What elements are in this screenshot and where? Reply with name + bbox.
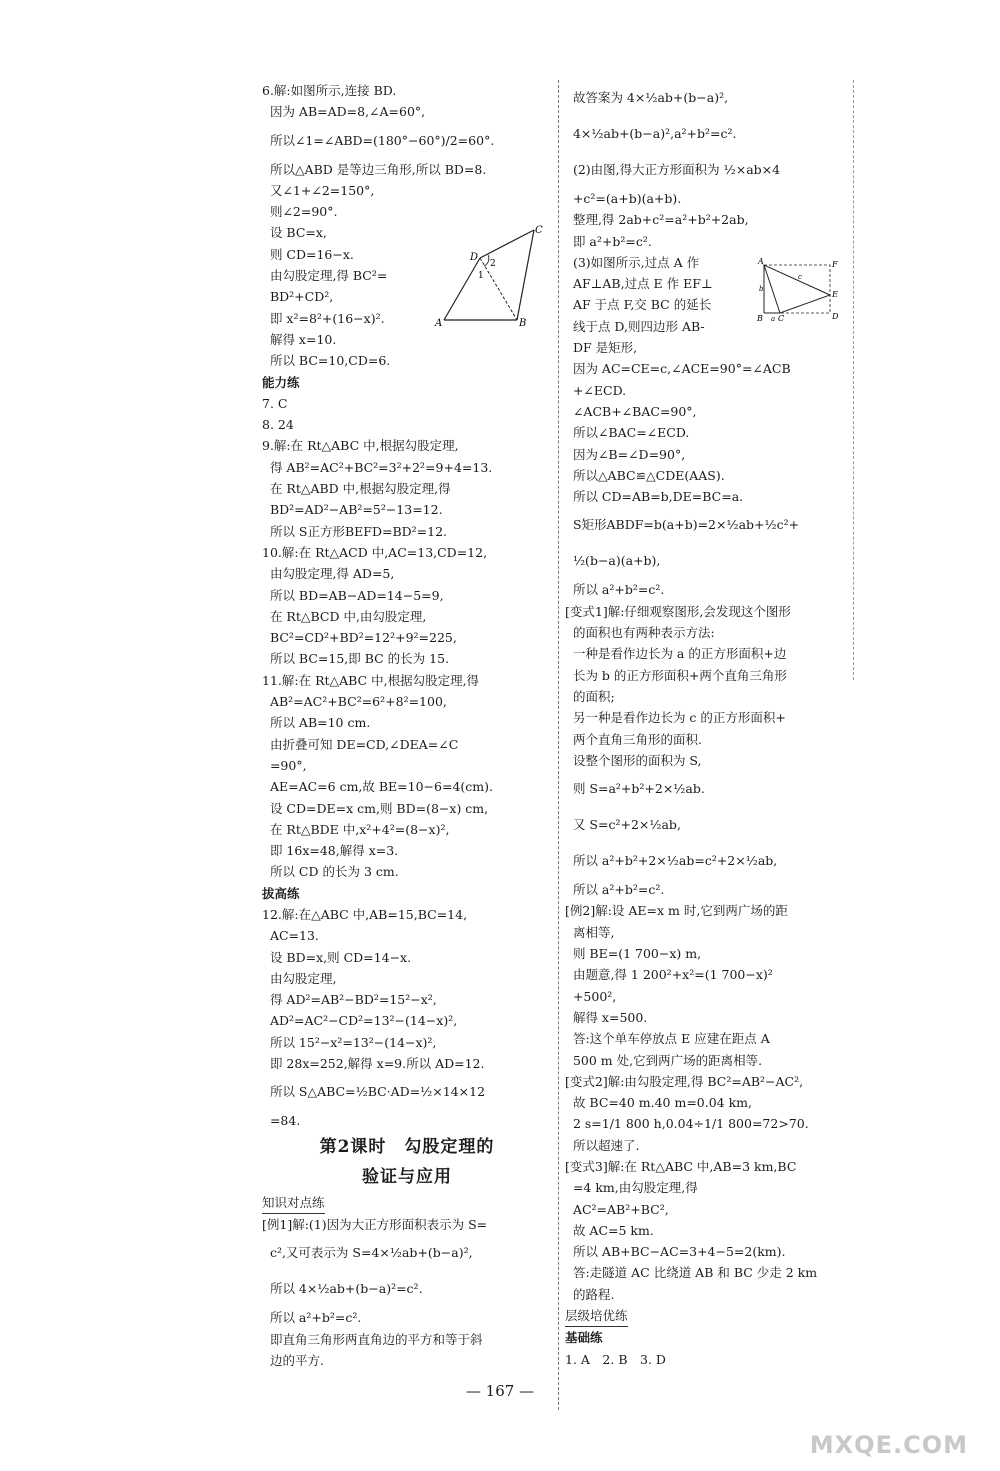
text-line: 能力练 <box>262 374 300 390</box>
angle-arc <box>484 255 489 266</box>
text-line: 9.解:在 Rt△ABC 中,根据勾股定理, <box>262 438 459 454</box>
text-line: =90°, <box>262 757 307 773</box>
text-line: 11.解:在 Rt△ABC 中,根据勾股定理,得 <box>262 672 480 688</box>
text-line: AE=AC=6 cm,故 BE=10−6=4(cm). <box>262 779 493 795</box>
section-heading: 层级培优练 <box>565 1305 628 1327</box>
text-line: =4 km,由勾股定理,得 <box>565 1180 698 1196</box>
text-line: 设整个图形的面积为 S, <box>565 752 702 768</box>
text-line: 即 28x=252,解得 x=9.所以 AD=12. <box>262 1056 485 1072</box>
fig1-label-angle1: 1 <box>478 271 484 281</box>
text-line: 又 S=c²+2×½ab, <box>565 817 681 833</box>
text-line: 由勾股定理,得 AD=5, <box>262 566 395 582</box>
text-line: 离相等, <box>565 924 615 940</box>
fig1-label-c: C <box>535 225 543 236</box>
text-line: (2)由图,得大正方形面积为 ½×ab×4 <box>565 162 781 177</box>
fig2-label-b: B <box>757 314 763 323</box>
text-line: 故 AC=5 km. <box>565 1222 654 1238</box>
text-line: =84. <box>262 1113 301 1129</box>
text-line: AF 于点 F,交 BC 的延长 <box>565 297 712 313</box>
text-line: ∠ACB+∠BAC=90°, <box>565 403 697 419</box>
triangle-ace <box>764 265 830 313</box>
text-line: 设 CD=DE=x cm,则 BD=(8−x) cm, <box>262 800 489 816</box>
column-divider <box>558 80 559 1410</box>
text-line: 7. C <box>262 395 288 411</box>
text-line: 即直角三角形两直角边的平方和等于斜 <box>262 1331 483 1347</box>
diagonal-bd <box>480 258 517 320</box>
text-line: 则 BE=(1 700−x) m, <box>565 946 702 962</box>
text-line: 所以超速了. <box>565 1137 640 1153</box>
text-line: 由折叠可知 DE=CD,∠DEA=∠C <box>262 736 459 752</box>
rect-abdf <box>764 265 830 313</box>
text-line: 所以∠1=∠ABD=(180°−60°)/2=60°. <box>262 132 495 148</box>
text-line: 答:走隧道 AC 比绕道 AB 和 BC 少走 2 km <box>565 1265 818 1281</box>
text-line: 12.解:在△ABC 中,AB=15,BC=14, <box>262 906 468 922</box>
text-line: 又∠1+∠2=150°, <box>262 182 375 198</box>
text-line: 所以 S正方形BEFD=BD²=12. <box>262 523 448 539</box>
text-line: +500², <box>565 988 617 1004</box>
text-line: [变式1]解:仔细观察图形,会发现这个图形 <box>565 603 791 619</box>
fig1-label-angle2: 2 <box>490 259 496 269</box>
text-line: 两个直角三角形的面积. <box>565 731 702 747</box>
text-line: 拔高练 <box>262 885 300 901</box>
text-line: 所以 CD=AB=b,DE=BC=a. <box>565 489 744 505</box>
text-line: 整理,得 2ab+c²=a²+b²+2ab, <box>565 212 749 228</box>
text-line: 所以 a²+b²=c². <box>565 582 665 598</box>
text-line: 所以 BC=15,即 BC 的长为 15. <box>262 651 450 667</box>
text-line: 在 Rt△ABD 中,根据勾股定理,得 <box>262 481 451 497</box>
text-line: 6.解:如图所示,连接 BD. <box>262 83 397 98</box>
text-line: 所以△ABD 是等边三角形,所以 BD=8. <box>262 161 487 177</box>
fig2-label-a-small: a <box>771 315 776 323</box>
text-line: ½(b−a)(a+b), <box>565 553 661 569</box>
text-line: 线于点 D,则四边形 AB- <box>565 318 705 334</box>
watermark-logo: MXQE.COM <box>809 1431 968 1459</box>
text-line: 500 m 处,它到两广场的距离相等. <box>565 1052 763 1068</box>
text-line: 所以 BD=AB−AD=14−5=9, <box>262 587 444 603</box>
text-line: 则 CD=16−x. <box>262 246 354 262</box>
text-line: 的路程. <box>565 1286 615 1302</box>
text-line: 设 BC=x, <box>262 225 327 241</box>
fig2-label-b-small: b <box>759 285 764 293</box>
text-line: 故 BC=40 m.40 m=0.04 km, <box>565 1095 752 1111</box>
text-line: 得 AD²=AB²−BD²=15²−x², <box>262 992 437 1008</box>
text-line: 所以 AB=10 cm. <box>262 715 371 731</box>
lesson-title: 第2课时 勾股定理的 <box>319 1136 495 1157</box>
text-line: 所以∠BAC=∠ECD. <box>565 425 690 441</box>
fig1-label-b: B <box>519 318 527 329</box>
section-heading: 知识对点练 <box>262 1192 325 1214</box>
fig2-label-c-small: c <box>798 273 802 281</box>
text-line: 则 S=a²+b²+2×½ab. <box>565 781 705 797</box>
text-line: 所以 S△ABC=½BC·AD=½×14×12 <box>262 1084 486 1100</box>
text-line: 基础练 <box>565 1330 603 1346</box>
text-line: 由题意,得 1 200²+x²=(1 700−x)² <box>565 967 773 983</box>
text-line: +c²=(a+b)(a+b). <box>565 191 682 206</box>
text-line: 的面积也有两种表示方法: <box>565 625 715 641</box>
text-line: BC²=CD²+BD²=12²+9²=225, <box>262 630 457 646</box>
text-line: 因为∠B=∠D=90°, <box>565 446 686 462</box>
text-line: [例2]解:设 AE=x m 时,它到两广场的距 <box>565 903 788 919</box>
text-line: 所以 a²+b²+2×½ab=c²+2×½ab, <box>565 853 778 869</box>
text-line: 在 Rt△BCD 中,由勾股定理, <box>262 608 427 624</box>
edge-ad <box>444 258 480 320</box>
text-line: S矩形ABDF=b(a+b)=2×½ab+½c²+ <box>565 517 800 533</box>
edge-dc <box>480 230 534 258</box>
text-line: 则∠2=90°. <box>262 204 338 220</box>
text-line: 即 a²+b²=c². <box>565 233 652 249</box>
text-line: 2 s=1/1 800 h,0.04÷1/1 800=72>70. <box>565 1116 809 1132</box>
text-line: 即 16x=48,解得 x=3. <box>262 843 399 859</box>
text-line: AC=13. <box>262 928 319 944</box>
text-line: 因为 AB=AD=8,∠A=60°, <box>262 104 426 120</box>
text-line: 所以 4×½ab+(b−a)²=c². <box>262 1281 423 1297</box>
text-line: 由勾股定理, <box>262 970 337 986</box>
text-line: 在 Rt△BDE 中,x²+4²=(8−x)², <box>262 821 450 837</box>
text-line: c²,又可表示为 S=4×½ab+(b−a)², <box>262 1245 473 1261</box>
text-line: [变式3]解:在 Rt△ABC 中,AB=3 km,BC <box>565 1158 797 1174</box>
text-line: 故答案为 4×½ab+(b−a)², <box>565 90 729 105</box>
text-line: AD²=AC²−CD²=13²−(14−x)², <box>262 1013 458 1029</box>
text-line: 所以 a²+b²=c². <box>262 1310 362 1326</box>
text-line: 1. A 2. B 3. D <box>565 1351 666 1367</box>
text-line: 所以 AB+BC−AC=3+4−5=2(km). <box>565 1244 786 1260</box>
text-line: [变式2]解:由勾股定理,得 BC²=AB²−AC², <box>565 1073 804 1089</box>
right-margin-divider <box>853 80 854 680</box>
text-line: (3)如图所示,过点 A 作 <box>565 254 700 270</box>
text-line: 8. 24 <box>262 417 294 433</box>
fig2-label-d: D <box>832 312 839 321</box>
fig1-label-a: A <box>435 318 443 329</box>
text-line: 因为 AC=CE=c,∠ACE=90°=∠ACB <box>565 361 791 377</box>
text-line: 设 BD=x,则 CD=14−x. <box>262 949 412 965</box>
text-line: 边的平方. <box>262 1352 324 1368</box>
fig2-label-f: F <box>832 260 838 269</box>
text-line: 答:这个单车停放点 E 应建在距点 A <box>565 1031 770 1047</box>
text-line: 所以 CD 的长为 3 cm. <box>262 864 399 880</box>
text-line: BD²=AD²−AB²=5²−13=12. <box>262 502 443 518</box>
text-line: DF 是矩形, <box>565 340 638 356</box>
text-line: [例1]解:(1)因为大正方形面积表示为 S= <box>262 1216 488 1232</box>
fig2-label-c: C <box>778 314 785 323</box>
text-line: 解得 x=10. <box>262 331 337 347</box>
text-line: 即 x²=8²+(16−x)². <box>262 310 385 326</box>
fig1-label-d: D <box>470 252 479 263</box>
text-line: 4×½ab+(b−a)²,a²+b²=c². <box>565 126 737 141</box>
text-line: +∠ECD. <box>565 382 627 398</box>
fig2-label-e: E <box>832 290 838 299</box>
text-line: AC²=AB²+BC², <box>565 1201 669 1217</box>
lesson-subtitle: 验证与应用 <box>362 1166 452 1187</box>
edge-bc <box>517 230 534 320</box>
text-line: BD²+CD², <box>262 289 334 305</box>
text-line: AB²=AC²+BC²=6²+8²=100, <box>262 694 447 710</box>
page-number: — 167 — <box>465 1382 535 1400</box>
text-line: 由勾股定理,得 BC²= <box>262 268 388 284</box>
text-line: 得 AB²=AC²+BC²=3²+2²=9+4=13. <box>262 459 493 475</box>
text-line: 10.解:在 Rt△ACD 中,AC=13,CD=12, <box>262 544 488 560</box>
text-line: 所以 a²+b²=c². <box>565 882 665 898</box>
rectangle-figure <box>756 255 842 323</box>
text-line: 长为 b 的正方形面积+两个直角三角形 <box>565 667 787 683</box>
text-line: 解得 x=500. <box>565 1009 648 1025</box>
fig2-label-a: A <box>758 257 764 266</box>
quadrilateral-figure <box>432 222 547 330</box>
text-line: AF⊥AB,过点 E 作 EF⊥ <box>565 276 713 292</box>
text-line: 一种是看作边长为 a 的正方形面积+边 <box>565 646 787 662</box>
text-line: 所以 BC=10,CD=6. <box>262 353 391 369</box>
text-line: 另一种是看作边长为 c 的正方形面积+ <box>565 710 786 726</box>
text-line: 所以 15²−x²=13²−(14−x)², <box>262 1034 437 1050</box>
text-line: 所以△ABC≌△CDE(AAS). <box>565 467 725 483</box>
text-line: 的面积; <box>565 688 615 704</box>
